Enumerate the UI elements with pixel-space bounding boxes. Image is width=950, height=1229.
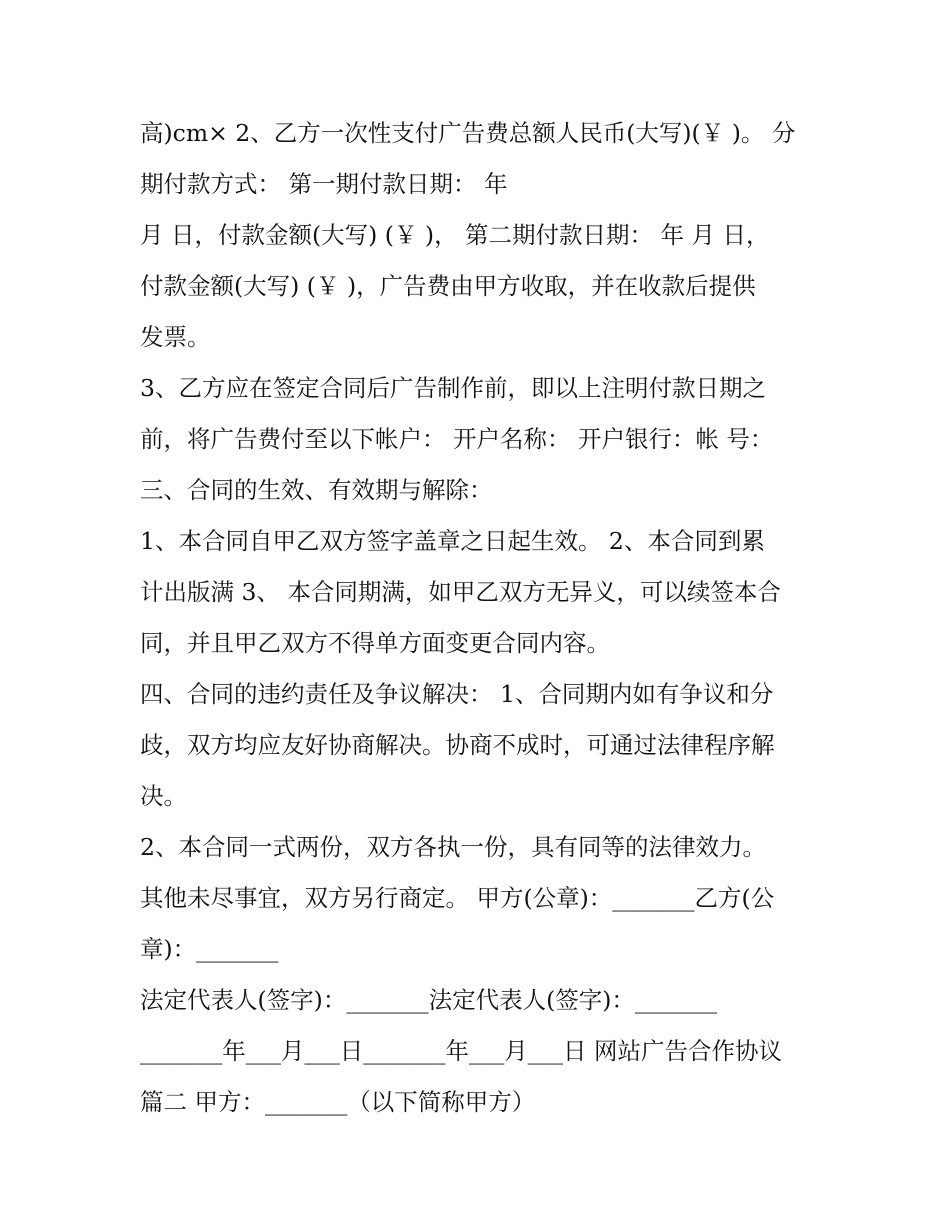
part-two-heading: 篇二 甲方：_______（以下简称甲方）	[140, 1088, 536, 1116]
text-line-13: 歧，双方均应友好协商解决。协商不成时，可通过法律程序解	[140, 731, 775, 759]
signature-line-2: 章)：_______	[140, 935, 279, 963]
text-line-10: 计出版满 3、 本合同期满，如甲乙双方无异义，可以续签本合	[140, 578, 781, 606]
date-line: _______年___月___日_______年___月___日 网站广告合作协议	[140, 1037, 782, 1065]
representative-line: 法定代表人(签字)：_______法定代表人(签字)：_______	[140, 986, 718, 1014]
section-heading-3: 三、合同的生效、有效期与解除：	[140, 476, 493, 504]
text-line-14: 决。	[140, 782, 187, 810]
text-line-7: 前，将广告费付至以下帐户： 开户名称： 开户银行：帐 号：	[140, 425, 774, 453]
text-line-6: 3、乙方应在签定合同后广告制作前，即以上注明付款日期之	[140, 374, 766, 402]
document-body	[140, 108, 820, 1128]
text-line-1: 高)cm× 2、乙方一次性支付广告费总额人民币(大写)(￥ )。 分	[140, 119, 796, 147]
text-line-2: 期付款方式： 第一期付款日期： 年	[140, 170, 508, 198]
text-line-9: 1、本合同自甲乙双方签字盖章之日起生效。 2、本合同到累	[140, 527, 765, 555]
signature-line-1: 其他未尽事宜，双方另行商定。 甲方(公章)：_______乙方(公	[140, 884, 775, 912]
text-line-15: 2、本合同一式两份，双方各执一份，具有同等的法律效力。	[140, 833, 766, 861]
text-line-11: 同，并且甲乙双方不得单方面变更合同内容。	[140, 629, 610, 657]
text-line-3: 月 日，付款金额(大写) (￥ )， 第二期付款日期： 年 月 日，	[140, 221, 770, 249]
section-heading-4: 四、合同的违约责任及争议解决： 1、合同期内如有争议和分	[140, 680, 774, 708]
text-line-5: 发票。	[140, 323, 211, 351]
text-line-4: 付款金额(大写) (￥ )，广告费由甲方收取，并在收款后提供	[140, 272, 756, 300]
